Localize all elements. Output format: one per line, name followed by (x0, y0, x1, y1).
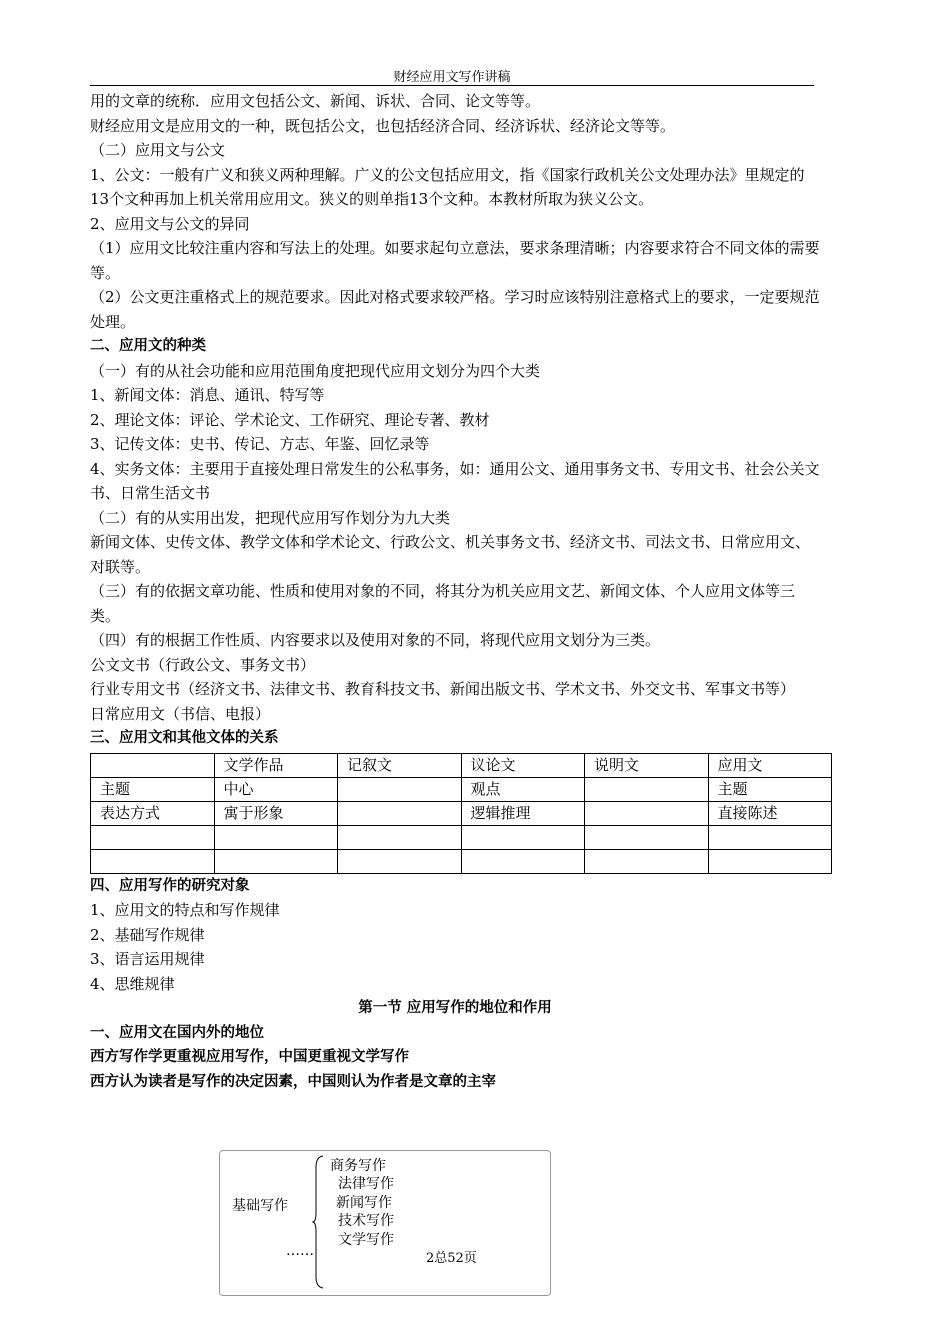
diagram-leaf: 商务写作 (330, 1158, 386, 1174)
table-cell (585, 777, 709, 801)
list-item: 3、记传文体：史书、传记、方志、年鉴、回忆录等 (90, 435, 430, 453)
table-cell (338, 849, 462, 873)
table-cell (585, 825, 709, 849)
table-cell: 应用文 (708, 753, 832, 777)
table-cell (338, 777, 462, 801)
table-row (91, 753, 832, 777)
table-cell: 观点 (461, 777, 585, 801)
paragraph: 用的文章的统称．应用文包括公文、新闻、诉状、合同、论文等等。 (90, 92, 541, 110)
table-cell: 寓于形象 (214, 801, 338, 825)
section-heading: 三、应用文和其他文体的关系 (90, 730, 279, 746)
genre-comparison-table (90, 753, 832, 874)
table-cell (214, 825, 338, 849)
document-body (90, 89, 820, 1094)
paragraph: （四）有的根据工作性质、内容要求以及使用对象的不同，将现代应用文划分为三类。 (90, 631, 661, 649)
diagram-leaf: 技术写作 (338, 1213, 394, 1229)
table-cell: 表达方式 (91, 801, 215, 825)
header-rule (90, 85, 814, 86)
table-cell (91, 753, 215, 777)
table-cell (338, 801, 462, 825)
section-heading: 二、应用文的种类 (90, 338, 206, 354)
section-heading: 一、应用文在国内外的地位 (90, 1024, 264, 1041)
table-row (91, 777, 832, 801)
list-item: 3、语言运用规律 (90, 950, 205, 968)
list-item: 4、实务文体：主要用于直接处理日常发生的公私事务，如：通用公文、通用事务文书、专用文书、社会公关文书、日常生活文书 (90, 459, 820, 502)
paragraph: （一）有的从社会功能和应用范围角度把现代应用文划分为四个大类 (90, 361, 541, 380)
table-cell (708, 825, 832, 849)
table-cell (461, 825, 585, 849)
table-row (91, 801, 832, 825)
list-item: 日常应用文（书信、电报） (90, 704, 271, 723)
list-item: 公文文书（行政公文、事务文书） (90, 655, 316, 674)
paragraph: （2）公文更注重格式上的规范要求。因此对格式要求较严格。学习时应该特别注意格式上的要求，一定要规范处理。 (90, 288, 820, 331)
table-cell: 主题 (91, 777, 215, 801)
table-cell: 主题 (708, 777, 832, 801)
table-cell (91, 825, 215, 849)
list-item: 1、新闻文体：消息、通讯、特写等 (90, 386, 325, 404)
list-item: 1、应用文的特点和写作规律 (90, 901, 280, 919)
table-cell (338, 825, 462, 849)
table-cell: 说明文 (585, 753, 709, 777)
paragraph: （二）有的从实用出发，把现代应用写作划分为九大类 (90, 508, 451, 527)
paragraph: 财经应用文是应用文的一种，既包括公文，也包括经济合同、经济诉状、经济论文等等。 (90, 116, 676, 135)
table-cell: 中心 (214, 777, 338, 801)
paragraph: 1、公文：一般有广义和狭义两种理解。广义的公文包括应用文，指《国家行政机关公文处理办法》里规定的13个文种再加上机关常用应用文。狭义的则单指13个文种。本教材所取为狭义公文。 (90, 165, 805, 208)
table-cell (585, 801, 709, 825)
list-item: 行业专用文书（经济文书、法律文书、教育科技文书、新闻出版文书、学术文书、外交文书、军事文书等） (90, 680, 796, 698)
table-cell (708, 849, 832, 873)
bold-statement: 西方认为读者是写作的决定因素，中国则认为作者是文章的主宰 (90, 1073, 496, 1090)
brace-icon (312, 1155, 324, 1289)
table-cell: 逻辑推理 (461, 801, 585, 825)
list-item: 2、理论文体：评论、学术论文、工作研究、理论专著、教材 (90, 410, 490, 429)
writing-types-diagram (219, 1150, 551, 1296)
table-cell: 文学作品 (214, 753, 338, 777)
diagram-root-label: 基础写作 (232, 1198, 288, 1214)
table-cell: 直接陈述 (708, 801, 832, 825)
section-heading: 四、应用写作的研究对象 (90, 877, 250, 894)
table-cell (91, 849, 215, 873)
subheading: 2、应用文与公文的异同 (90, 214, 250, 233)
page-number: 2总52页 (426, 1251, 477, 1266)
table-row (91, 825, 832, 849)
paragraph: （三）有的依据文章功能、性质和使用对象的不同，将其分为机关应用文艺、新闻文体、个人应用文体等三类。 (90, 582, 796, 625)
chapter-section-title: 第一节 应用写作的地位和作用 (358, 1000, 552, 1016)
page-header: 财经应用文写作讲稿 (393, 70, 511, 85)
subheading: （二）应用文与公文 (90, 141, 226, 159)
paragraph: （1）应用文比较注重内容和写法上的处理。如要求起句立意法，要求条理清晰；内容要求符合不同文体的需要等。 (90, 239, 820, 282)
paragraph: 新闻文体、史传文体、教学文体和学术论文、行政公文、机关事务文书、经济文书、司法文书、日常应用文、对联等。 (90, 533, 811, 576)
list-item: 2、基础写作规律 (90, 925, 205, 944)
diagram-leaf: 法律写作 (338, 1176, 394, 1192)
table-cell: 记叙文 (338, 753, 462, 777)
diagram-leaf: 新闻写作 (336, 1195, 392, 1211)
list-item: 4、思维规律 (90, 974, 175, 993)
diagram-leaf: 文学写作 (338, 1232, 394, 1248)
table-cell (585, 849, 709, 873)
table-cell: 议论文 (461, 753, 585, 777)
table-cell (461, 849, 585, 873)
diagram-ellipsis: …… (286, 1243, 314, 1259)
table-row (91, 849, 832, 873)
table-cell (214, 849, 338, 873)
bold-statement: 西方写作学更重视应用写作，中国更重视文学写作 (90, 1049, 409, 1065)
